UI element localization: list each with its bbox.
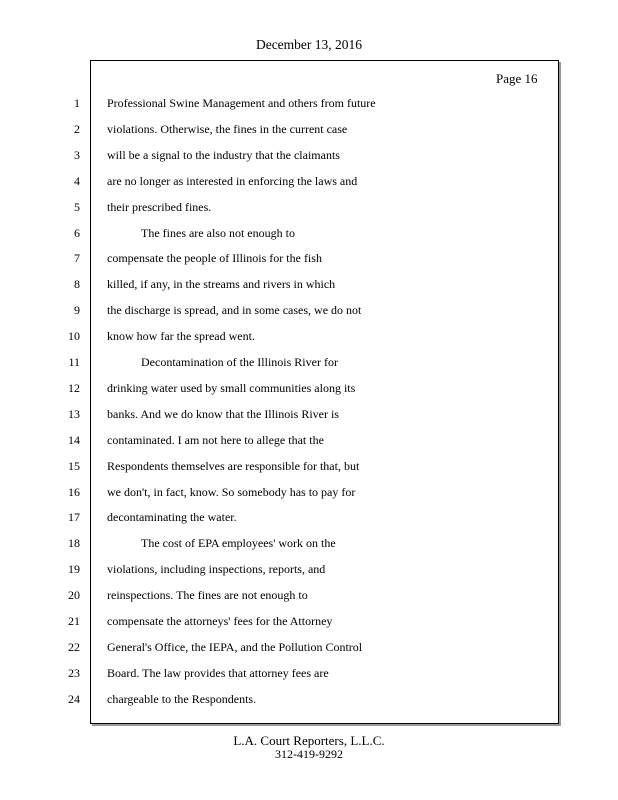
line-text: Professional Swine Management and others from future — [107, 96, 376, 110]
line-text: violations. Otherwise, the fines in the current case — [107, 122, 348, 136]
line-number: 19 — [68, 562, 80, 576]
header-date: December 13, 2016 — [255, 37, 363, 52]
line-text: banks. And we do know that the Illinois River is — [107, 407, 339, 421]
line-text: The fines are also not enough to — [141, 226, 295, 240]
line-number: 3 — [74, 148, 80, 162]
line-text: will be a signal to the industry that the claimants — [107, 148, 340, 162]
line-text: Respondents themselves are responsible for that, but — [107, 459, 360, 473]
line-text: reinspections. The fines are not enough to — [107, 588, 308, 602]
line-text: are no longer as interested in enforcing the laws and — [107, 174, 358, 188]
line-text: compensate the attorneys' fees for the Attorney — [107, 614, 333, 628]
line-number: 9 — [74, 303, 80, 317]
line-number: 20 — [68, 588, 80, 602]
line-number: 18 — [68, 536, 80, 550]
line-number: 13 — [68, 407, 80, 421]
line-text: their prescribed fines. — [107, 200, 212, 214]
line-text: know how far the spread went. — [107, 329, 255, 343]
line-number: 21 — [68, 614, 80, 628]
line-text: the discharge is spread, and in some cases, we do not — [107, 303, 362, 317]
line-text: violations, including inspections, reports, and — [107, 562, 326, 576]
line-number: 7 — [74, 251, 80, 265]
line-number: 8 — [74, 277, 80, 291]
line-text: chargeable to the Respondents. — [107, 692, 257, 706]
line-number: 24 — [68, 692, 80, 706]
page-number: Page 16 — [496, 71, 538, 86]
line-number: 11 — [68, 355, 80, 369]
footer-company: L.A. Court Reporters, L.L.C. — [233, 733, 385, 748]
line-number: 10 — [68, 329, 80, 343]
line-number: 23 — [68, 666, 80, 680]
footer-phone: 312-419-9292 — [275, 747, 343, 761]
line-text: The cost of EPA employees' work on the — [141, 536, 336, 550]
line-text: drinking water used by small communities along its — [107, 381, 356, 395]
line-text: General's Office, the IEPA, and the Pollution Control — [107, 640, 363, 654]
line-text: contaminated. I am not here to allege that the — [107, 433, 324, 447]
line-number: 4 — [74, 174, 80, 188]
line-number: 14 — [68, 433, 80, 447]
line-number: 12 — [68, 381, 80, 395]
line-number: 1 — [74, 96, 80, 110]
line-number: 6 — [74, 226, 80, 240]
line-number: 22 — [68, 640, 80, 654]
line-text: compensate the people of Illinois for the fish — [107, 251, 322, 265]
line-number: 15 — [68, 459, 80, 473]
line-text: killed, if any, in the streams and rivers in which — [107, 277, 336, 291]
line-number: 5 — [74, 200, 80, 214]
line-number: 17 — [68, 510, 80, 524]
line-text: decontaminating the water. — [107, 510, 237, 524]
line-text: we don't, in fact, know. So somebody has to pay for — [107, 485, 356, 499]
line-text: Board. The law provides that attorney fees are — [107, 666, 329, 680]
line-number: 16 — [68, 485, 80, 499]
line-number: 2 — [74, 122, 80, 136]
line-text: Decontamination of the Illinois River for — [141, 355, 338, 369]
